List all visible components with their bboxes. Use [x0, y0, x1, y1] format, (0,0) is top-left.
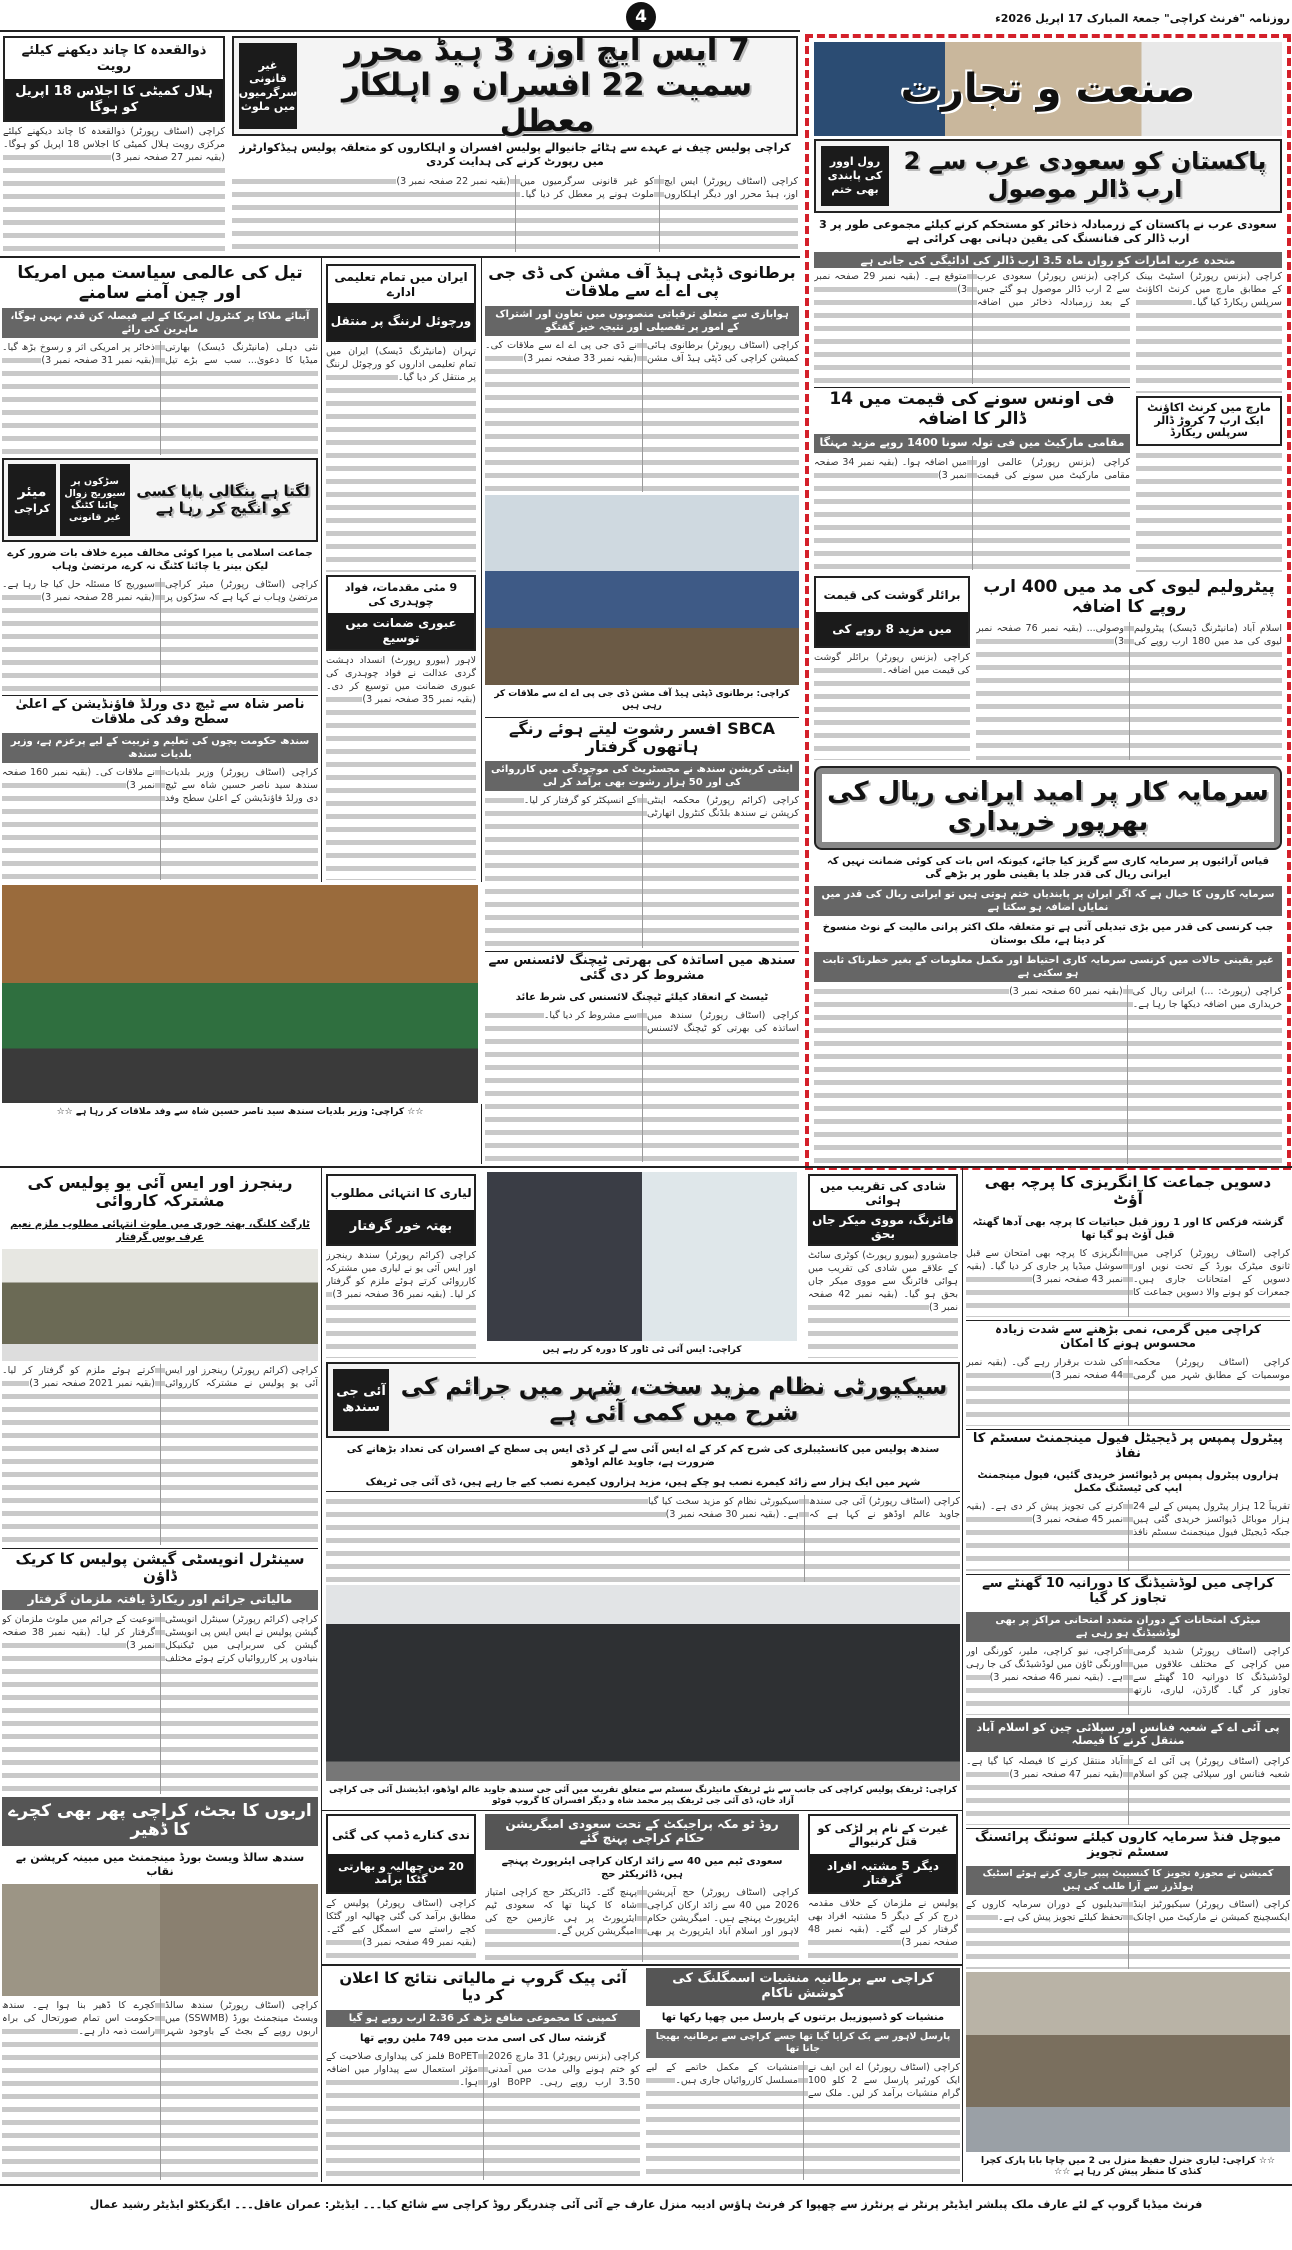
petroleum-article	[976, 576, 1282, 760]
divider	[0, 30, 800, 32]
uk-dek: ہوابازی سے متعلق ترقیاتی منصوبوں میں تعاون اور اشتراک کے امور پر تفصیلی اور نتیجہ خیز گفتگو	[485, 306, 799, 336]
current-account-box: مارچ میں کرنٹ اکاؤنٹ ایک ارب 7 کروڑ ڈالر سرپلس ریکارڈ	[1136, 396, 1282, 446]
exam-dek: گزشتہ فزکس کا اور 1 روز قبل حیاتیات کا پرچہ بھی آدھا گھنٹہ قبل آؤٹ ہو گیا تھا	[972, 1216, 1284, 1241]
article-body: کراچی (اسٹاف رپورٹر) محکمہ موسمیات کے مطابق شہر میں گرمی کی شدت برقرار رہے گی۔ (بقیہ نمبر 44 صفحہ نمبر 3)	[966, 1356, 1290, 1427]
hajj-headline: روڈ ٹو مکہ پراجیکٹ کے تحت سعودی امیگریشن حکام کراچی پہنچ گئے	[485, 1814, 799, 1850]
betel-title: ندی کنارے ڈمپ کی گئی	[331, 1827, 471, 1842]
mayor-headline: لگتا ہے بنگالی بابا کسی کو انگیج کر رہا ہے	[136, 481, 310, 518]
mayor-badge-title: میئر	[17, 484, 47, 501]
nasir-dek: سندھ حکومت بچوں کی تعلیم و تربیت کے لیے پرعزم ہے، وزیر بلدیات سندھ	[2, 733, 318, 763]
badge-title: آئی جی	[336, 1383, 386, 1399]
article-body: کراچی (اسٹاف رپورٹر) آئی جی سندھ جاوید عالم اوڈھو نے کہا ہے کہ سیکیورٹی نظام کو مزید سخت کیا گیا ہے۔ (بقیہ نمبر 30 صفحہ نمبر 3)	[326, 1495, 960, 1582]
fawad-title: 9 مئی مقدمات، فواد چوہدری کی	[344, 581, 458, 608]
article-body: تقریباً 12 ہزار پیٹرول پمپس کے لیے 24 ہزار موبائل ڈیوائسز خریدی گئی ہیں جبکہ ڈیجیٹل فیول مینجمنٹ سسٹم نافذ کرنے کی تجویز پیش کر دی ہے۔ (بقیہ نمبر 45 صفحہ نمبر 3)	[966, 1500, 1290, 1571]
article-body	[1136, 449, 1282, 572]
loadshedding-headline: کراچی میں لوڈشیڈنگ کا دورانیہ 10 گھنٹے سے تجاوز کر گیا	[966, 1574, 1290, 1609]
betel-box	[326, 1814, 476, 1894]
saudi-headline: پاکستان کو سعودی عرب سے 2 ارب ڈالر موصول	[903, 147, 1267, 203]
rial-dek: جب کرنسی کی قدر میں بڑی تبدیلی آتی ہے تو متعلقہ ملک اکثر پرانی مالیت کے نوٹ منسوخ کر دیتا ہے، ملک بوستان	[822, 922, 1274, 946]
article-body: کراچی (بزنس رپورٹر) عالمی اور مقامی مارکیٹ میں سونے کی قیمت میں اضافہ ہوا۔ (بقیہ نمبر 34 صفحہ نمبر 3)	[814, 456, 1130, 570]
article-body: کراچی (بزنس رپورٹر) اسٹیٹ بینک کے مطابق مارچ میں کرنٹ اکاؤنٹ سرپلس ریکارڈ کیا گیا۔	[1136, 270, 1282, 393]
tower-photo-block	[487, 1172, 797, 1358]
ig-sindh-badge	[333, 1369, 389, 1431]
tower-visit-photo	[487, 1172, 797, 1341]
security-headline-box	[326, 1362, 960, 1438]
ipak-headline: آئی پیک گروپ نے مالیاتی نتائج کا اعلان کر دیا	[339, 1969, 627, 2005]
wedding-subtitle: فائرنگ، مووی میکر جاں بحق	[810, 1210, 956, 1244]
honor-killing-title: غیرت کے نام پر لڑکی کو قتل کرنیوالے	[817, 1821, 949, 1848]
pia-headline: پی آئی اے کے شعبہ فنانس اور سپلائی چین کو اسلام آباد منتقل کرنے کا فیصلہ	[966, 1718, 1290, 1751]
article-body: کراچی (بزنس رپورٹر) برائلر گوشت کی قیمت میں اضافہ۔	[814, 651, 970, 760]
article-body: کراچی (کرائم رپورٹر) رینجرز اور ایس آئی یو پولیس نے مشترکہ کارروائی کرتے ہوئے ملزم کو گرفتار کر لیا۔ (بقیہ نمبر 2021 صفحہ نمبر 3)	[2, 1364, 318, 1545]
lyari-box	[326, 1174, 476, 1246]
oil-dek: آبنائے ملاکا پر کنٹرول امریکا کے لیے فیصلہ کن قدم نہیں ہوگا، ماہرین کی رائے	[2, 308, 318, 338]
broiler-article	[814, 576, 970, 760]
broiler-box	[814, 576, 970, 648]
gold-article	[814, 270, 1130, 570]
middle-column	[326, 264, 476, 880]
lead-dek: کراچی پولیس چیف نے عہدے سے ہٹائے جانیوالے پولیس افسران و اہلکاروں کو متعلقہ پولیس ہیڈکوارٹرز میں رپورٹ کرنے کی ہدایت کردی	[239, 141, 791, 169]
column-rule	[321, 1168, 322, 2182]
iran-education-box	[326, 264, 476, 342]
loadshedding-dek: میٹرک امتحانات کے دوران متعدد امتحانی مراکز پر بھی لوڈشیڈنگ ہو رہی ہے	[966, 1612, 1290, 1642]
lead-headline: 7 ایس ایچ اوز، 3 ہیڈ محرر سمیت 22 افسران و اہلکار معطل	[341, 36, 753, 139]
honor-killing-box	[808, 1814, 958, 1894]
business-section-title: صنعت و تجارت	[900, 66, 1196, 112]
security-headline: سیکیورٹی نظام مزید سخت، شہر میں جرائم کی شرح میں کمی آئی ہے	[400, 1373, 948, 1426]
moon-sighting-box	[3, 36, 225, 122]
drugs-headline: کراچی سے برطانیہ منشیات اسمگلنگ کی کوشش ناکام	[646, 1968, 960, 2006]
column-rule	[962, 1168, 963, 2182]
article-body: کراچی (اسٹاف رپورٹر) اے این ایف نے ایک کورئیر پارسل سے 2 کلو 100 گرام منشیات برآمد کر لیں۔ ملک سے منشیات کے مکمل خاتمے کے لیے مسلسل کارروائیاں جاری ہیں۔	[646, 2061, 960, 2180]
lead-headline-box	[232, 36, 798, 139]
moon-title: ذوالقعدہ کا چاند دیکھنے کیلئے رویت	[21, 42, 207, 74]
garbage-dek: سندھ سالڈ ویسٹ بورڈ مینجمنٹ میں مبینہ کرپشن بے نقاب	[15, 1850, 305, 1878]
saudi-headline-box	[814, 139, 1282, 213]
garbage-park-caption: ☆☆ کراچی: لیاری جنرل حفیظ منزل بی 2 میں چاچا بابا پارک کچرا کنڈی کا منظر پیش کر رہا ہے ☆☆	[980, 2155, 1276, 2178]
mayor-headline-box	[2, 458, 318, 542]
ipak-article	[326, 1968, 640, 2180]
article-body: کراچی (کرائم رپورٹر) سندھ رینجرز اور ایس آئی یو نے لیاری میں مشترکہ کارروائی کرتے ہوئے ملزم کو گرفتار کر لیا۔ (بقیہ نمبر 36 صفحہ نمبر 3)	[326, 1249, 476, 1358]
article-body: کراچی (کرائم رپورٹر) محکمہ اینٹی کرپشن نے سندھ بلڈنگ کنٹرول اتھارٹی کے انسپکٹر کو گرفتار کر لیا۔	[485, 794, 799, 947]
left-column	[2, 262, 318, 880]
honor-killing-subtitle: دیگر 5 مشتبہ افراد گرفتار	[810, 1854, 956, 1892]
iran-education-title: ایران میں تمام تعلیمی ادارے	[334, 270, 468, 299]
betel-article	[326, 1814, 476, 1962]
honor-killing-article	[808, 1814, 958, 1962]
article-body: کراچی (اسٹاف رپورٹر) شدید گرمی میں کراچی کے مختلف علاقوں میں لوڈشیڈنگ کا دورانیہ 10 گھنٹے سے تجاوز کر گیا۔ گارڈن، لیاری، نارتھ کراچی، نیو کراچی، ملیر، کورنگی اور اورنگی ٹاؤن میں لوڈشیڈنگ کی جا رہی ہے۔ (بقیہ نمبر 46 صفحہ نمبر 3)	[966, 1645, 1290, 1716]
divider	[0, 2184, 1292, 2186]
rial-headline: سرمایہ کار پر امید ایرانی ریال کی بھرپور خریداری	[822, 774, 1274, 842]
current-account-article	[1136, 270, 1282, 572]
article-body: لاہور (بیورو رپورٹ) انسداد دہشت گردی عدالت نے فواد چوہدری کی عبوری ضمانت میں توسیع کر دی۔ (بقیہ نمبر 35 صفحہ نمبر 3)	[326, 654, 476, 881]
rangers-dek: ٹارگٹ کلنگ، بھتہ خوری میں ملوث انتہائی مطلوب ملزم نعیم عرف بوس گرفتار	[10, 1218, 310, 1243]
betel-subtitle: 20 من چھالیہ و بھارتی گٹکا برآمد	[328, 1854, 474, 1892]
page-number: 4	[626, 2, 656, 32]
drugs-dek2: پارسل لاہور سے بک کرایا گیا تھا جسے کراچی سے برطانیہ بھیجا جانا تھا	[646, 2029, 960, 2058]
sbca-headline: SBCA افسر رشوت لیتے ہوئے رنگے ہاتھوں گرفتار	[485, 717, 799, 759]
cid-dek: مالیاتی جرائم اور ریکارڈ یافتہ ملزمان گرفتار	[2, 1590, 318, 1610]
broiler-title: برائلر گوشت کی قیمت	[823, 587, 961, 602]
mayor-side-box	[60, 464, 130, 536]
lyari-subtitle: بھتہ خور گرفتار	[328, 1210, 474, 1244]
hajj-article	[485, 1814, 799, 1962]
divider	[0, 256, 800, 258]
saudi-article	[814, 42, 1282, 268]
mutual-fund-headline: میوچل فنڈ سرمایہ کاروں کیلئے سوئنگ پرائسنگ سسٹم تجویز	[966, 1828, 1290, 1863]
article-body: کراچی (اسٹاف رپورٹر) کراچی میں ثانوی میٹرک بورڈ کے تحت نویں اور دسویں کے امتحانات جاری ہیں۔ جمعرات کو ہونے والا دسویں جماعت کا انگریزی کا پرچہ بھی امتحان سے قبل سوشل میڈیا پر جاری کر دیا گیا۔ (بقیہ نمبر 43 صفحہ نمبر 3)	[966, 1247, 1290, 1318]
nasir-meeting-photo	[2, 885, 478, 1103]
wedding-title: شادی کی تقریب میں ہوائی	[819, 1178, 947, 1207]
article-body: کراچی (اسٹاف رپورٹر) وزیر بلدیات سندھ سید ناصر حسین شاہ سے ٹیچ دی ورلڈ فاؤنڈیشن کے اعلیٰ سطح وفد نے ملاقات کی۔ (بقیہ نمبر 160 صفحہ نمبر 3)	[2, 766, 318, 880]
lead-article	[232, 36, 798, 252]
ipak-dek: کمپنی کا مجموعی منافع بڑھ کر 2.36 ارب روپے ہو گیا	[326, 2010, 640, 2027]
lead-side-box: غیر قانونی سرگرمیوں میں ملوث	[239, 43, 297, 129]
article-body: کراچی (اسٹاف رپورٹر) سیکیورٹیز اینڈ ایکسچینج کمیشن نے مارکیٹ میں اچانک تبدیلیوں کے دوران سرمایہ کاروں کے تحفظ کیلئے تجویز پیش کی ہے۔	[966, 1898, 1290, 1969]
badge-province: سندھ	[342, 1400, 380, 1415]
hajj-dek: سعودی ٹیم میں 40 سے زائد ارکان کراچی ایئرپورٹ پہنچے ہیں، ڈائریکٹر حج	[501, 1855, 783, 1880]
mutual-fund-dek: کمیشن نے مجوزہ تجویز کا کنسیپٹ پیپر جاری کرتے ہوئے اسٹیک ہولڈرز سے آرا طلب کی ہیں	[966, 1866, 1290, 1895]
heat-headline: کراچی میں گرمی، نمی بڑھنے سے شدت زیادہ محسوس ہونے کا امکان	[966, 1320, 1290, 1353]
gold-dek: مقامی مارکیٹ میں فی تولہ سونا 1400 روپے مزید مہنگا	[814, 434, 1130, 452]
article-body: کراچی (اسٹاف رپورٹر) حج آپریشن 2026 میں 40 سے زائد ارکان کراچی ایئرپورٹ پہنچے ہیں۔ امیگریشن حکام لاہور اور اسلام آباد ایئرپورٹ پر بھی پہنچ گئے۔ ڈائریکٹر حج کراچی امتیاز شاہ کا کہنا تھا کہ سعودی ٹیم ایئرپورٹ پر ہی عازمین حج کی امیگریشن کریں گے۔	[485, 1886, 799, 1962]
teachers-dek: ٹیسٹ کے انعقاد کیلئے ٹیچنگ لائسنس کی شرط عائد	[515, 991, 769, 1003]
sbca-dek: اینٹی کرپشن سندھ نے مجسٹریٹ کی موجودگی میں کارروائی کی اور 50 ہزار رشوت بھی برآمد کر لی	[485, 761, 799, 791]
security-dek: سندھ پولیس میں کانسٹیبلری کی شرح کم کر کے اے ایس آئی سے لے کر ڈی ایس پی سطح کے افسران کی تعداد بڑھانے کی ضرورت ہے، جاوید عالم اوڈھو	[346, 1444, 940, 1468]
drugs-dek: منشیات کو ڈسپوزیبل برتنوں کے پارسل میں چھپا رکھا تھا	[661, 2011, 945, 2023]
exam-headline: دسویں جماعت کا انگریزی کا پرچہ بھی آؤٹ	[984, 1173, 1272, 1209]
article-body: کراچی (اسٹاف رپورٹر) سندھ سالڈ ویسٹ مینجمنٹ بورڈ (SSWMB) میں اربوں روپے کے بجٹ کے باوجود شہر کچرے کا ڈھیر بنا ہوا ہے۔ سندھ حکومت اس تمام صورتحال کی براہ راست ذمہ دار ہے۔	[2, 1999, 318, 2180]
uk-meeting-photo	[485, 495, 799, 685]
saudi-dek: سعودی عرب نے پاکستان کے زرمبادلہ ذخائر کو مستحکم کرنے کیلئے مجموعی طور پر 3 ارب ڈالر کی فنانسنگ کی یقین دہانی بھی کرائی ہے	[819, 218, 1277, 246]
rial-article	[814, 766, 1282, 1164]
saudi-dek2: متحدہ عرب امارات کو رواں ماہ 3.5 ارب ڈالر کی ادائیگی کی جانی ہے	[814, 252, 1282, 268]
fuel-dek: ہزاروں پیٹرول پمپس پر ڈیوائسز خریدی گئیں، فیول مینجمنٹ ایپ کی ٹیسٹنگ مکمل	[977, 1470, 1279, 1495]
tower-photo-caption: کراچی: ایس آئی ٹی ٹاور کا دورہ کر رہے ہیں	[542, 1345, 742, 1356]
article-body: کراچی (بزنس رپورٹر) سعودی عرب سے 2 ارب ڈالر موصول ہو گئے جس کے بعد زرمبادلہ ذخائر میں اضافہ متوقع ہے۔ (بقیہ نمبر 29 صفحہ نمبر 3)	[814, 270, 1130, 384]
wedding-article	[808, 1174, 958, 1358]
police-photo-caption: کراچی: ٹریفک پولیس کراچی کی جانب سے نئے ٹریفک مانیٹرنگ سسٹم سے متعلق تقریب میں آئی جی سندھ جاوید عالم اوڈھو، ایڈیشنل آئی جی کراچی آزاد خان، ڈی آئی جی ٹریفک پیر محمد شاہ و دیگر افسران کا گروپ فوٹو	[329, 1784, 957, 1806]
cid-headline: سینٹرل انویسٹی گیشن پولیس کا کریک ڈاؤن	[2, 1548, 318, 1588]
rial-dek: سرمایہ کاروں کا خیال ہے کہ اگر ایران پر پابندیاں ختم ہوتی ہیں تو ایرانی ریال کی قدر میں نمایاں اضافہ ہو سکتا ہے	[814, 886, 1282, 916]
divider	[322, 1810, 962, 1811]
footer-imprint: فرنٹ میڈیا گروپ کے لئے عارف ملک پبلشر ایڈیٹر پرنٹر نے پرنٹرز سے چھپوا کر فرنٹ ہاؤس ادیبہ منزل عارف جے آئی آئی چندریگر روڈ کراچی سے شائع کیا۔۔۔ ایڈیٹر: عمران عاقل۔۔۔ ایگزیکٹو ایڈیٹر رشید عمال	[89, 2197, 1203, 2211]
article-body: کراچی (رپورٹ: ...) ایرانی ریال کی خریداری میں اضافہ دیکھا جا رہا ہے۔ (بقیہ نمبر 60 صفحہ نمبر 3)	[814, 985, 1282, 1164]
column-rule	[481, 1104, 482, 1164]
teachers-headline: سندھ میں اساتذہ کی بھرتی ٹیچنگ لائسنس سے مشروط کر دی گئی	[485, 951, 799, 986]
article-body: پولیس نے ملزمان کے خلاف مقدمہ درج کر کے دیگر 5 مشتبہ افراد بھی گرفتار کر لیے گئے۔ (بقیہ نمبر 48 صفحہ نمبر 3)	[808, 1897, 958, 1962]
column-rule	[481, 258, 482, 882]
fawad-box	[326, 575, 476, 651]
bottom-right-column	[966, 1172, 1290, 2180]
moon-subtitle: ہلال کمیٹی کا اجلاس 18 اپریل کو ہوگا	[5, 79, 223, 120]
saudi-side-box: رول اوور کی پابندی بھی ختم	[821, 146, 889, 206]
mayor-dek: جماعت اسلامی یا میرا کوئی مخالف میرے خلاف بات ضرور کرے لیکن بینر یا چائنا کٹنگ نہ کرے، مرتضیٰ وہاب	[7, 548, 313, 573]
article-body: کراچی (اسٹاف رپورٹر) سندھ میں اساتذہ کی بھرتی کو ٹیچنگ لائسنس سے مشروط کر دیا گیا۔	[485, 1009, 799, 1162]
security-dek2: شہر میں ایک ہزار سے زائد کیمرے نصب ہو چکے ہیں، مزید ہزاروں کیمرے نصب کیے جا رہے ہیں، ڈی آئی جی ٹریفک	[326, 1474, 960, 1492]
rial-dek: غیر یقینی حالات میں کرنسی سرمایہ کاری احتیاط اور مکمل معلومات کے بغیر خطرناک ثابت ہو سکتی ہے	[814, 952, 1282, 982]
business-banner-photo	[814, 42, 1282, 136]
rial-dek: قیاس آرائیوں پر سرمایہ کاری سے گریز کیا جائے، کیونکہ اس بات کی کوئی ضمانت نہیں کہ ایرانی ریال کی قدر جلد یا یقینی طور پر بڑھے گی	[826, 856, 1270, 880]
lyari-title: لیاری کا انتہائی مطلوب	[330, 1185, 472, 1200]
drugs-article	[646, 1968, 960, 2180]
broiler-subtitle: میں مزید 8 روپے کی	[816, 612, 968, 646]
article-body: کراچی (اسٹاف رپورٹر) ذوالقعدہ کا چاند دیکھنے کیلئے مرکزی رویت ہلال کمیٹی کا اجلاس 18 اپریل کو ہوگا۔ (بقیہ نمبر 27 صفحہ نمبر 3)	[3, 125, 225, 252]
divider	[322, 1964, 962, 1966]
article-body: تہران (مانیٹرنگ ڈیسک) ایران میں تمام تعلیمی اداروں کو ورچوئل لرننگ پر منتقل کر دیا گیا۔	[326, 345, 476, 572]
police-group-photo	[326, 1585, 960, 1781]
article-body: کراچی (اسٹاف رپورٹر) پولیس کے مطابق برآمد کی گئی چھالیہ اور گٹکا کچے راستے سے اسمگل کیے گئے۔ (بقیہ نمبر 49 صفحہ نمبر 3)	[326, 1897, 476, 1962]
rangers-arrest-photo	[2, 1249, 318, 1361]
article-body: اسلام آباد (مانیٹرنگ ڈیسک) پیٹرولیم لیوی کی مد میں 180 ارب روپے کی وصولی... (بقیہ نمبر 76 صفحہ نمبر 3)	[976, 622, 1282, 760]
article-body: کراچی (کرائم رپورٹر) سینٹرل انویسٹی گیشن پولیس نے ایس ایس پی انویسٹی گیشن کی سربراہی میں ٹیکنیکل بنیادوں پر کارروائیاں کرتے ہوئے مختلف نوعیت کے جرائم میں ملوث ملزمان کو گرفتار کر لیا۔ (بقیہ نمبر 38 صفحہ نمبر 3)	[2, 1613, 318, 1794]
fuel-headline: پیٹرول پمپس پر ڈیجیٹل فیول مینجمنٹ سسٹم کا نفاذ	[966, 1429, 1290, 1464]
rangers-headline: رینجرز اور ایس آئی یو پولیس کی مشترکہ کاروائی	[27, 1173, 293, 1211]
nasir-photo-caption: ☆☆ کراچی: وزیر بلدیات سندھ سید ناصر حسین شاہ سے وفد ملاقات کر رہا ہے ☆☆	[56, 1107, 424, 1117]
nasir-headline: ناصر شاہ سے ٹیچ دی ورلڈ فاؤنڈیشن کے اعلیٰ سطح وفد کی ملاقات	[2, 695, 318, 730]
security-article	[326, 1362, 960, 1808]
mayor-badge	[8, 464, 56, 536]
ipak-dek2: گزشتہ سال کی اسی مدت میں 749 ملین روپے تھا	[360, 2032, 606, 2044]
iran-education-subtitle: ورچوئل لرننگ پر منتقل	[328, 303, 474, 340]
mayor-side-1: سڑکوں پر سیوریج زوال	[64, 476, 126, 500]
gold-headline: فی اونس سونے کی قیمت میں 14 ڈالر کا اضافہ	[814, 387, 1130, 431]
garbage-park-photo	[966, 1972, 1290, 2152]
garbage-headline: اربوں کا بجٹ، کراچی پھر بھی کچرے کا ڈھیر	[2, 1797, 318, 1846]
column-rule	[321, 258, 322, 882]
petroleum-headline: پیٹرولیم لیوی کی مد میں 400 ارب روپے کا اضافہ	[983, 577, 1275, 617]
rial-headline-box	[814, 766, 1282, 850]
article-body: کراچی (بزنس رپورٹر) 31 مارچ 2026 کو ختم ہونے والی مدت میں آمدنی 3.50 ارب روپے رہی۔ BoPP اور BoPET فلمز کی پیداواری صلاحیت کے مؤثر استعمال سے پیداوار میں اضافہ ہوا۔	[326, 2050, 640, 2181]
moon-article	[3, 36, 225, 252]
bottom-left-column	[2, 1172, 318, 2180]
mayor-badge-city: کراچی	[13, 501, 51, 515]
divider	[0, 1166, 1292, 1168]
fawad-subtitle: عبوری ضمانت میں توسیع	[328, 613, 474, 649]
right-column	[485, 262, 799, 1162]
article-body: کراچی (اسٹاف رپورٹر) پی آئی اے کے شعبہ فنانس اور سپلائی چین کو اسلام آباد منتقل کرنے کا فیصلہ کیا گیا ہے۔ (بقیہ نمبر 47 صفحہ نمبر 3)	[966, 1755, 1290, 1826]
article-body: نئی دہلی (مانیٹرنگ ڈیسک) بھارتی میڈیا کا دعویٰ... سب سے بڑے تیل ذخائر پر امریکی اثر و رسوخ بڑھ گیا۔ (بقیہ نمبر 31 صفحہ نمبر 3)	[2, 341, 318, 455]
article-body: جامشورو (بیورو رپورٹ) کوٹری سائٹ کے علاقے میں شادی کی تقریب میں ہوائی فائرنگ سے مووی میکر جاں بحق ہو گیا۔ (بقیہ نمبر 42 صفحہ نمبر 3)	[808, 1249, 958, 1358]
article-body: کراچی (اسٹاف رپورٹر) میئر کراچی مرتضیٰ وہاب نے کہا ہے کہ سڑکوں پر سیوریج کا مسئلہ حل کیا جا رہا ہے۔ (بقیہ نمبر 28 صفحہ نمبر 3)	[2, 578, 318, 692]
uk-headline: برطانوی ڈپٹی ہیڈ آف مشن کی ڈی جی پی اے اے سے ملاقات	[488, 263, 796, 301]
uk-photo-caption: کراچی: برطانوی ڈپٹی ہیڈ آف مشن ڈی جی پی اے اے سے ملاقات کر رہی ہیں	[494, 689, 790, 711]
article-body: کراچی (اسٹاف رپورٹر) ایس ایچ اوز، ہیڈ محرر اور دیگر اہلکاروں کو غیر قانونی سرگرمیوں میں ملوث ہونے پر معطل کر دیا گیا۔ (بقیہ نمبر 22 صفحہ نمبر 3)	[232, 175, 798, 252]
date-line: روزنامہ "فرنٹ کراچی" جمعۃ المبارک 17 اپریل 2026ء	[995, 12, 1290, 25]
mayor-side-2: چائنا کٹنگ غیر قانونی	[68, 500, 122, 523]
oil-headline: تیل کی عالمی سیاست میں امریکا اور چین آمنے سامنے	[17, 263, 303, 303]
garbage-photo	[2, 1884, 318, 1996]
article-body: کراچی (اسٹاف رپورٹر) برطانوی ہائی کمیشن کراچی کی ڈپٹی ہیڈ آف مشن نے ڈی جی پی اے اے سے ملاقات کی۔ (بقیہ نمبر 33 صفحہ نمبر 3)	[485, 339, 799, 492]
wedding-box	[808, 1174, 958, 1246]
lyari-article	[326, 1174, 476, 1358]
